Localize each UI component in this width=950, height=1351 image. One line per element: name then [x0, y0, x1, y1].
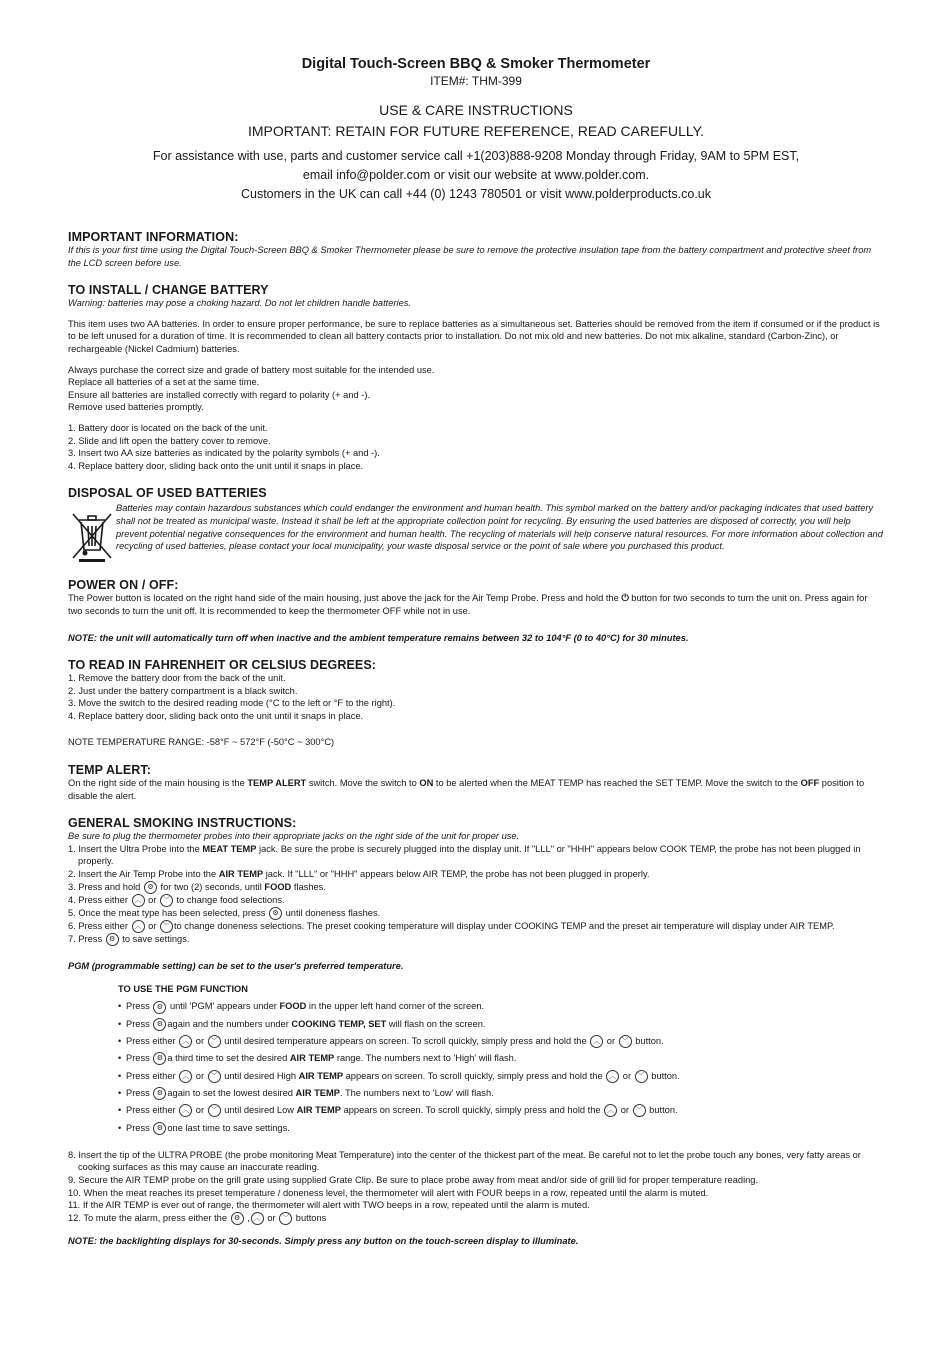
power-text-part: The Power button is located on the right hand side of the main housing, just above the jack for the Air Temp Probe. Press and hold the	[68, 593, 622, 604]
text-part: 4. Press either	[68, 894, 131, 905]
set-icon: ⚙	[153, 1087, 166, 1100]
text-part: button.	[646, 1105, 678, 1116]
set-icon: ⚙	[106, 933, 119, 946]
text-part: or	[264, 1212, 279, 1223]
text-part: to be alerted when the MEAT TEMP has reached the SET TEMP. Move the switch to the	[433, 778, 801, 789]
smoking-step	[68, 894, 884, 907]
text-bold: TEMP ALERT	[247, 778, 307, 789]
smoking-step	[68, 868, 884, 881]
text-part: Press either	[126, 1036, 179, 1047]
text-part: button.	[648, 1070, 680, 1081]
pgm-step	[118, 1068, 884, 1085]
battery-guideline: Replace all batteries of a set at the same time.	[68, 377, 260, 388]
up-icon: ︿	[179, 1070, 192, 1083]
text-part: Press either	[126, 1105, 179, 1116]
down-icon: ﹀	[208, 1104, 221, 1117]
fahrenheit-step: 2. Just under the battery compartment is a black switch.	[68, 685, 298, 696]
text-part: until 'PGM' appears under	[167, 1001, 280, 1012]
battery-guideline: Ensure all batteries are installed correctly with regard to polarity (+ and -).	[68, 389, 371, 400]
battery-steps	[68, 422, 884, 472]
text-part: again and the numbers under	[167, 1018, 292, 1029]
text-bold: AIR TEMP	[218, 869, 264, 880]
text-part: or	[193, 1105, 207, 1116]
text-part: Press either	[126, 1070, 179, 1081]
smoking-section	[68, 816, 884, 1247]
set-icon: ⚙	[153, 1052, 166, 1065]
battery-guideline: Remove used batteries promptly.	[68, 402, 204, 413]
crossed-out-wheelie-bin-icon	[68, 506, 116, 564]
fahrenheit-step: 3. Move the switch to the desired reading mode (°C to the left or °F to the right).	[68, 698, 396, 709]
text-bold: ON	[419, 778, 434, 789]
temperature-range-note: NOTE TEMPERATURE RANGE: -58°F ~ 572°F (-50°C ~ 300°C)	[68, 737, 335, 748]
smoking-step	[68, 881, 884, 894]
text-part: Press	[126, 1053, 153, 1064]
pgm-step	[118, 1016, 884, 1033]
pgm-steps	[118, 998, 884, 1136]
smoking-steps	[68, 843, 884, 946]
down-icon: ﹀	[160, 920, 173, 933]
important-info-section	[68, 230, 884, 269]
set-icon: ⚙	[269, 907, 282, 920]
text-part: . The numbers next to 'Low' will flash.	[339, 1087, 494, 1098]
temp-alert-text	[68, 777, 884, 802]
down-icon: ﹀	[208, 1070, 221, 1083]
text-part: or	[193, 1070, 207, 1081]
text-part: to change food selections.	[173, 894, 285, 905]
up-icon: ︿	[132, 920, 145, 933]
text-part: Press	[126, 1018, 153, 1029]
power-icon: ⏻	[621, 593, 629, 604]
up-icon: ︿	[251, 1212, 264, 1225]
text-part: buttons	[293, 1212, 327, 1223]
battery-heading: TO INSTALL / CHANGE BATTERY	[68, 283, 269, 298]
text-bold: COOKING TEMP, SET	[291, 1018, 387, 1029]
pgm-step	[118, 1085, 884, 1102]
fahrenheit-heading: TO READ IN FAHRENHEIT OR CELSIUS DEGREES:	[68, 658, 377, 673]
item-number: ITEM#: THM-399	[430, 74, 522, 88]
text-part: one last time to save settings.	[167, 1122, 290, 1133]
smoking-step	[68, 907, 884, 920]
text-part: or	[604, 1036, 618, 1047]
text-bold: FOOD	[264, 881, 292, 892]
fahrenheit-steps	[68, 672, 884, 722]
battery-step: 2. Slide and lift open the battery cover to remove.	[68, 435, 271, 446]
smoking-step	[68, 920, 884, 933]
disposal-text: Batteries may contain hazardous substances which could endanger the environment and human health. This symbol marked on the battery and/or packaging indicates that used battery shall not be treated as municipal waste. Instead it shall be left at the appropriate collection point for recycling. By ensuring the used batteries are disposed of correctly, you will help prevent potential negative consequences for the environment and human health. The recycling of materials will help conserve natural resources. For more information about collection and recycling of used batteries, please contact your local municipality, your waste disposal service or the point of sale where you purchased this product.	[116, 503, 883, 552]
text-part: position to disable the alert.	[68, 778, 865, 801]
text-bold: OFF	[800, 778, 820, 789]
text-part: or	[193, 1036, 207, 1047]
text-part: until desired temperature appears on screen. To scroll quickly, simply press and hold the	[221, 1036, 590, 1047]
battery-guidelines	[68, 364, 884, 414]
pgm-step	[118, 1120, 884, 1137]
pgm-step	[118, 1033, 884, 1050]
battery-step: 3. Insert two AA size batteries as indicated by the polarity symbols (+ and -).	[68, 448, 380, 459]
pgm-step	[118, 1050, 884, 1067]
use-care-heading: USE & CARE INSTRUCTIONS	[379, 102, 573, 118]
text-part: for two (2) seconds, until	[157, 881, 265, 892]
smoking-step: 8. Insert the tip of the ULTRA PROBE (the probe monitoring Meat Temperature) into the center of the thickest part of the meat. Be careful not to let the probe touch any bones, very fatty areas or cooking surfaces as this may cause an inaccurate reading.	[68, 1149, 861, 1173]
down-icon: ﹀	[160, 894, 173, 907]
text-part: to change doneness selections. The preset cooking temperature will display under COOKING TEMP and the preset air temperature will display under AIR TEMP.	[173, 920, 835, 931]
set-icon: ⚙	[231, 1212, 244, 1225]
battery-step: 1. Battery door is located on the back of the unit.	[68, 422, 268, 433]
smoking-intro: Be sure to plug the thermometer probes into their appropriate jacks on the right side of the unit for proper use.	[68, 831, 520, 842]
important-info-heading: IMPORTANT INFORMATION:	[68, 230, 239, 244]
fahrenheit-section	[68, 658, 884, 749]
up-icon: ︿	[604, 1104, 617, 1117]
assistance-line-1: For assistance with use, parts and customer service call +1(203)888-9208 Monday through Friday, 9AM to 5PM EST,	[152, 149, 800, 163]
text-part: switch. Move the switch to	[306, 778, 420, 789]
smoking-step	[68, 1212, 884, 1225]
text-part: ,	[244, 1212, 250, 1223]
text-part: in the upper left hand corner of the screen.	[306, 1001, 485, 1012]
text-part: Press	[126, 1087, 153, 1098]
text-bold: FOOD	[279, 1001, 307, 1012]
text-bold: MEAT TEMP	[202, 843, 257, 854]
up-icon: ︿	[606, 1070, 619, 1083]
pgm-step	[118, 1102, 884, 1119]
up-icon: ︿	[590, 1035, 603, 1048]
text-part: flashes.	[291, 881, 326, 892]
text-bold: AIR TEMP	[296, 1105, 341, 1116]
down-icon: ﹀	[635, 1070, 648, 1083]
up-icon: ︿	[179, 1035, 192, 1048]
fahrenheit-step: 4. Replace battery door, sliding back onto the unit until it snaps in place.	[68, 710, 364, 721]
assistance-line-2: email info@polder.com or visit our website at www.polder.com.	[302, 168, 650, 182]
text-part: appears on screen. To scroll quickly, simply press and hold the	[340, 1105, 604, 1116]
down-icon: ﹀	[208, 1035, 221, 1048]
text-part: jack. If "LLL" or "HHH" appears below AIR TEMP, the probe has not been plugged in properly.	[263, 869, 650, 880]
auto-off-note: NOTE: the unit will automatically turn off when inactive and the ambient temperature remains between 32 to 104°F (0 to 40°C) for 30 minutes.	[68, 632, 689, 643]
assistance-line-3: Customers in the UK can call +44 (0) 1243 780501 or visit www.polderproducts.co.uk	[240, 187, 712, 201]
text-part: or	[620, 1070, 634, 1081]
retain-notice: IMPORTANT: RETAIN FOR FUTURE REFERENCE, READ CAREFULLY.	[247, 123, 705, 139]
smoking-step: 11. If the AIR TEMP is ever out of range, the thermometer will alert with TWO beeps in a row, repeated until the alarm is muted.	[68, 1200, 590, 1211]
text-part: again to set the lowest desired	[167, 1087, 296, 1098]
down-icon: ﹀	[619, 1035, 632, 1048]
text-bold: AIR TEMP	[289, 1053, 335, 1064]
text-part: jack. Be sure the probe is securely plugged into the display unit. If "LLL" or "HHH" appears below COOK TEMP, the probe has not been plugged in properly.	[78, 843, 861, 867]
battery-section	[68, 283, 884, 472]
disposal-section	[68, 486, 884, 564]
text-part: or	[618, 1105, 632, 1116]
text-bold: AIR TEMP	[298, 1070, 344, 1081]
text-part: 3. Press and hold	[68, 881, 143, 892]
text-part: until desired High	[221, 1070, 299, 1081]
text-part: 12. To mute the alarm, press either the	[68, 1212, 230, 1223]
text-part: On the right side of the main housing is the	[68, 778, 248, 789]
down-icon: ﹀	[279, 1212, 292, 1225]
backlight-note: NOTE: the backlighting displays for 30-seconds. Simply press any button on the touch-screen display to illuminate.	[68, 1235, 579, 1246]
disposal-heading: DISPOSAL OF USED BATTERIES	[68, 486, 267, 501]
assistance-info	[68, 147, 884, 204]
text-part: or	[145, 920, 159, 931]
power-heading: POWER ON / OFF:	[68, 578, 179, 593]
pgm-heading: TO USE THE PGM FUNCTION	[118, 984, 248, 995]
text-bold: AIR TEMP	[295, 1087, 340, 1098]
important-info-text: If this is your first time using the Digital Touch-Screen BBQ & Smoker Thermometer please be sure to remove the protective insulation tape from the battery compartment and protective sheet from the LCD screen before use.	[68, 245, 872, 268]
text-part: or	[145, 894, 159, 905]
text-part: Press	[126, 1001, 153, 1012]
text-part: Press	[126, 1122, 153, 1133]
battery-step: 4. Replace battery door, sliding back onto the unit until it snaps in place.	[68, 460, 364, 471]
text-part: to save settings.	[119, 933, 190, 944]
text-part: until desired Low	[221, 1105, 297, 1116]
fahrenheit-step: 1. Remove the battery door from the back of the unit.	[68, 673, 286, 684]
temp-alert-heading: TEMP ALERT:	[68, 763, 152, 778]
down-icon: ﹀	[633, 1104, 646, 1117]
text-part: 7. Press	[68, 933, 105, 944]
pgm-step	[118, 998, 884, 1015]
text-part: range. The numbers next to 'High' will flash.	[334, 1053, 517, 1064]
power-text-part: button for two seconds to turn the unit on. Press again for two seconds to turn the unit off. It is recommended to keep the thermometer OFF while not in use.	[68, 593, 868, 616]
smoking-step	[68, 843, 884, 868]
text-part: 2. Insert the Air Temp Probe into the	[68, 869, 219, 880]
text-part: will flash on the screen.	[386, 1018, 486, 1029]
power-section	[68, 578, 884, 644]
document-title: Digital Touch-Screen BBQ & Smoker Thermometer	[301, 56, 651, 72]
temp-alert-section	[68, 763, 884, 802]
text-part: 1. Insert the Ultra Probe into the	[68, 843, 203, 854]
set-icon: ⚙	[153, 1001, 166, 1014]
up-icon: ︿	[132, 894, 145, 907]
text-part: button.	[632, 1036, 664, 1047]
disposal-body	[68, 502, 884, 564]
text-part: 6. Press either	[68, 920, 131, 931]
battery-paragraph: This item uses two AA batteries. In order to ensure proper performance, be sure to replace batteries as a simultaneous set. Batteries should be removed from the item if consumed or if the product is to be left unused for a duration of time. It is recommended to clean all battery contacts prior to installation. Do not mix old and new batteries. Do not mix alkaline, standard (Carbon-Zinc), or rechargeable (Nickel Cadmium) batteries.	[68, 318, 880, 354]
smoking-step: 9. Secure the AIR TEMP probe on the grill grate using supplied Grate Clip. Be sure to place probe away from meat and/or side of grill lid for proper temperature reading.	[68, 1175, 759, 1186]
battery-warning: Warning: batteries may pose a choking hazard. Do not let children handle batteries.	[68, 298, 411, 309]
battery-guideline: Always purchase the correct size and grade of battery most suitable for the intended use.	[68, 364, 435, 375]
smoking-step: 10. When the meat reaches its preset temperature / doneness level, the thermometer will alert with FOUR beeps in a row, repeated until the alarm is muted.	[68, 1187, 709, 1198]
text-part: 5. Once the meat type has been selected, press	[68, 907, 269, 918]
set-icon: ⚙	[153, 1018, 166, 1031]
text-part: a third time to set the desired	[167, 1053, 290, 1064]
text-part: until doneness flashes.	[283, 907, 381, 918]
smoking-step	[68, 933, 884, 946]
pgm-note: PGM (programmable setting) can be set to the user's preferred temperature.	[68, 960, 404, 971]
smoking-steps-continued	[68, 1149, 884, 1225]
text-part: appears on screen. To scroll quickly, simply press and hold the	[343, 1070, 606, 1081]
up-icon: ︿	[179, 1104, 192, 1117]
set-icon: ⚙	[144, 881, 157, 894]
smoking-heading: GENERAL SMOKING INSTRUCTIONS:	[68, 816, 297, 831]
set-icon: ⚙	[153, 1122, 166, 1135]
power-text	[68, 592, 884, 617]
